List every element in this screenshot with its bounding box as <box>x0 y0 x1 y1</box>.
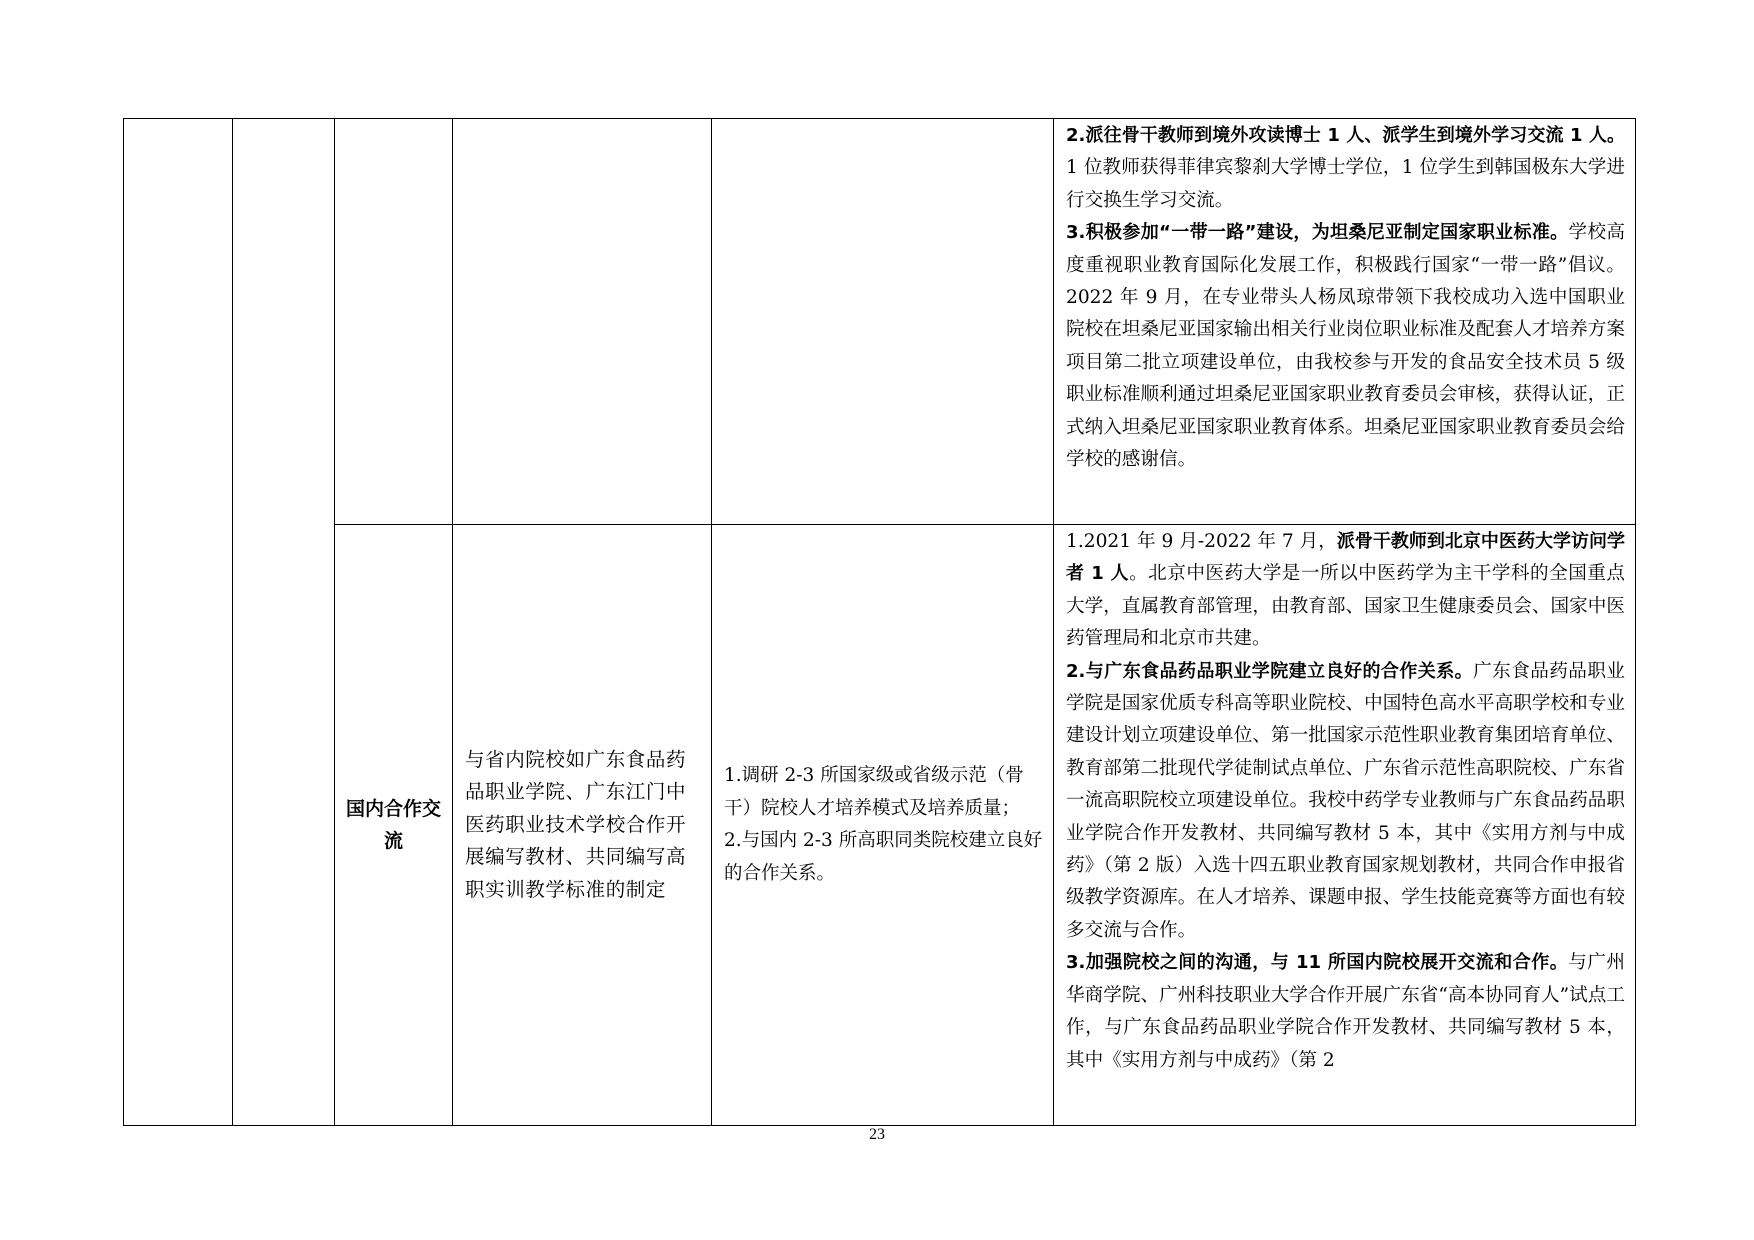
goals-cell <box>712 525 1054 1126</box>
results-cell <box>1054 525 1636 1126</box>
result-item: 3.加强院校之间的沟通，与 11 所国内院校展开交流和合作。与广州华商学院、广州科技职业大学合作开展广东省“高本协同育人”试点工作，与广东食品药品职业学院合作开发教材、共同编写教材 5 本，其中《实用方剂与中成药》（第 2 <box>1066 952 1625 1071</box>
result-item: 1.2021 年 9 月-2022 年 7 月，派骨干教师到北京中医药大学访问学者 1 人。北京中医药大学是一所以中医药学为主干学科的全国重点大学，直属教育部管理，由教育部、国家卫生健康委员会、国家中医药管理局和北京市共建。 <box>1066 531 1625 650</box>
category-cell <box>335 525 453 1126</box>
empty-cell <box>453 119 712 525</box>
result-item: 3.积极参加“一带一路”建设，为坦桑尼亚制定国家职业标准。学校高度重视职业教育国际化发展工作，积极践行国家“一带一路”倡议。2022 年 9 月，在专业带头人杨凤琼带领下我校成功入选中国职业院校在坦桑尼亚国家输出相关行业岗位职业标准及配套人才培养方案项目第二批立项建设单位，由我校参与开发的食品安全技术员 5 级职业标准顺利通过坦桑尼亚国家职业教育委员会审核，获得认证，正式纳入坦桑尼亚国家职业教育体系。坦桑尼亚国家职业教育委员会给学校的感谢信。 <box>1066 222 1625 471</box>
goal-item: 1.调研 2-3 所国家级或省级示范（骨干）院校人才培养模式及培养质量； <box>724 765 1024 819</box>
result-item: 2.与广东食品药品职业学院建立良好的合作关系。广东食品药品职业学院是国家优质专科高等职业院校、中国特色高水平高职学校和专业建设计划立项建设单位、第一批国家示范性职业教育集团培育单位、教育部第二批现代学徒制试点单位、广东省示范性高职院校、广东省一流高职院校立项建设单位。我校中药学专业教师与广东食品药品职业学院合作开发教材、共同编写教材 5 本，其中《实用方剂与中成药》（第 2 版）入选十四五职业教育国家规划教材，共同合作申报省级教学资源库。在人才培养、课题申报、学生技能竞赛等方面也有较多交流与合作。 <box>1066 660 1625 941</box>
cooperation-table <box>123 118 1636 1126</box>
content-text: 与省内院校如广东食品药品职业学院、广东江门中医药职业技术学校合作开展编写教材、共同编写高职实训教学标准的制定 <box>465 747 687 901</box>
table-row <box>124 119 1636 525</box>
category-label: 国内合作交流 <box>345 798 441 852</box>
goal-item: 2.与国内 2-3 所高职同类院校建立良好的合作关系。 <box>724 830 1043 884</box>
page-number: 23 <box>869 1126 885 1143</box>
empty-cell <box>124 119 233 1126</box>
empty-cell <box>233 119 335 1126</box>
empty-cell <box>712 119 1054 525</box>
results-cell <box>1054 119 1636 525</box>
content-cell <box>453 525 712 1126</box>
result-item: 2.派往骨干教师到境外攻读博士 1 人、派学生到境外学习交流 1 人。1 位教师获得菲律宾黎刹大学博士学位，1 位学生到韩国极东大学进行交换生学习交流。 <box>1066 125 1625 211</box>
empty-cell <box>335 119 453 525</box>
table-row <box>124 525 1636 1126</box>
